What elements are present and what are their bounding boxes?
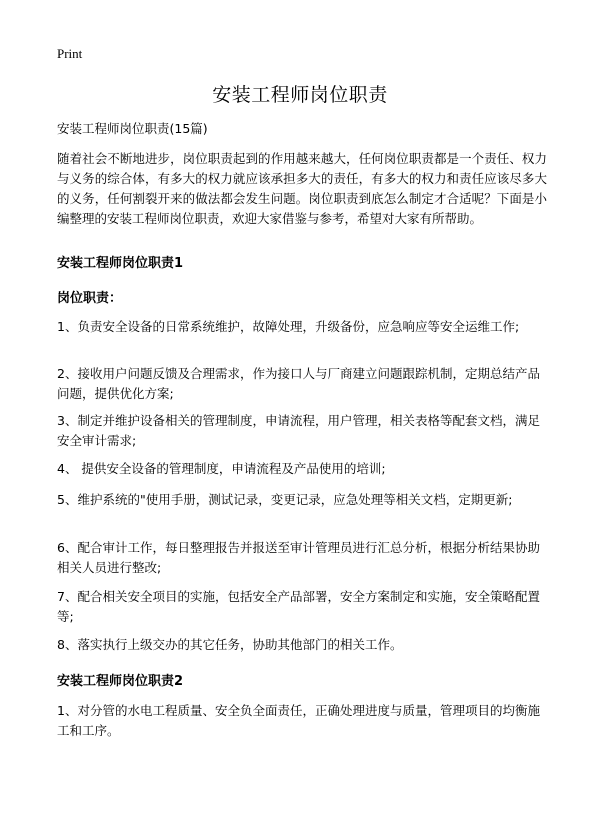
section-heading-1: 安装工程师岗位职责1 <box>57 256 184 271</box>
list-item: 3、制定并维护设备相关的管理制度，申请流程，用户管理，相关表格等配套文档，满足安全审计需求; <box>57 413 540 448</box>
list-item: 6、配合审计工作，每日整理报告并报送至审计管理员进行汇总分析，根据分析结果协助相关人员进行整改; <box>57 540 540 575</box>
list-item: 7、配合相关安全项目的实施，包括安全产品部署，安全方案制定和实施，安全策略配置等; <box>57 589 540 624</box>
list-item: 8、落实执行上级交办的其它任务，协助其他部门的相关工作。 <box>57 637 403 652</box>
list-item: 5、维护系统的"使用手册，测试记录，变更记录，应急处理等相关文档，定期更新; <box>57 492 513 507</box>
list-item: 4、 提供安全设备的管理制度，申请流程及产品使用的培训; <box>57 461 386 476</box>
list-item: 2、接收用户问题反馈及合理需求，作为接口人与厂商建立问题跟踪机制，定期总结产品问题，提供优化方案; <box>57 366 540 401</box>
list-item: 1、对分管的水电工程质量、安全负全面责任，正确处理进度与质量，管理项目的均衡施工和工序。 <box>57 703 540 738</box>
list-item: 1、负责安全设备的日常系统维护，故障处理，升级备份，应急响应等安全运维工作; <box>57 319 520 334</box>
page-title: 安装工程师岗位职责 <box>212 84 388 106</box>
section-heading-2: 安装工程师岗位职责2 <box>57 674 184 689</box>
document-subtitle: 安装工程师岗位职责(15篇) <box>57 121 208 136</box>
intro-paragraph: 随着社会不断地进步，岗位职责起到的作用越来越大，任何岗位职责都是一个责任、权力与义务的综合体，有多大的权力就应该承担多大的责任，有多大的权力和责任应该尽多大的义务，任何割裂开来的做法都会发生问题。岗位职责到底怎么制定才合适呢？下面是小编整理的安装工程师岗位职责，欢迎大家借鉴与参考，希望对大家有所帮助。 <box>57 151 547 226</box>
section-subheading-duties: 岗位职责： <box>57 291 123 306</box>
print-link[interactable]: Print <box>57 46 83 61</box>
